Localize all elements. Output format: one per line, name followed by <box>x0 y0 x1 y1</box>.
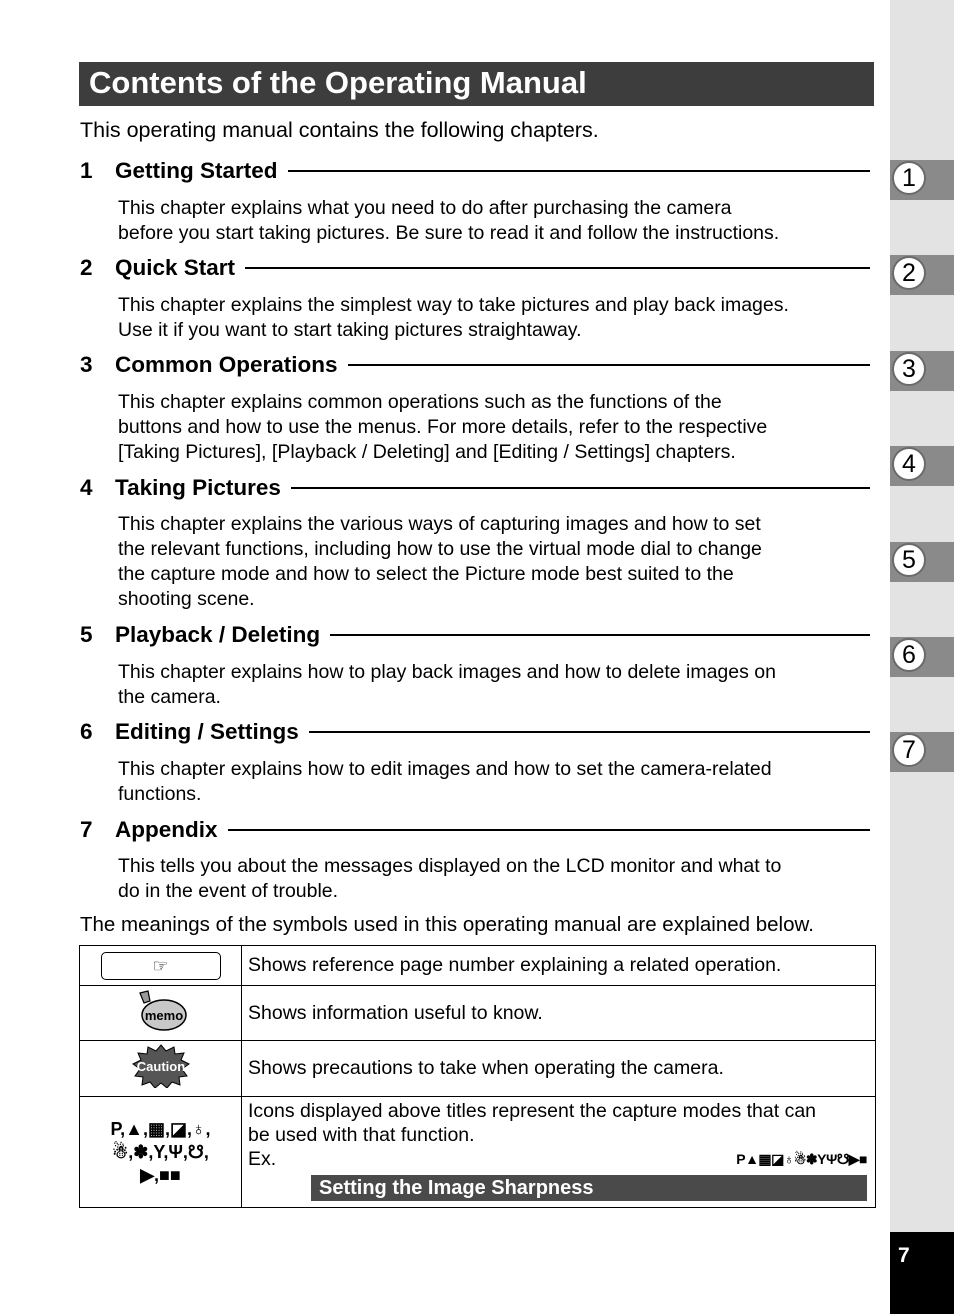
description-line: This chapter explains the simplest way to take pictures and play back images. <box>118 294 789 316</box>
intro-text: This operating manual contains the following chapters. <box>80 118 599 142</box>
symbol-cell <box>80 986 242 1041</box>
leader-line <box>245 267 870 269</box>
chapter-title: Taking Pictures <box>115 475 281 500</box>
chapter-number: 5 <box>80 622 93 647</box>
chapter-tab-1[interactable] <box>890 160 954 200</box>
description-line: the capture mode and how to select the Picture mode best suited to the <box>118 563 734 585</box>
table-row <box>80 946 876 986</box>
chapter-heading-3[interactable] <box>80 352 870 378</box>
memo-icon <box>134 989 188 1033</box>
chapter-number: 3 <box>80 352 93 377</box>
description-line: Use it if you want to start taking pictures straightaway. <box>118 319 582 341</box>
symbols-table <box>79 945 876 1208</box>
description-line: the relevant functions, including how to use the virtual mode dial to change <box>118 538 762 560</box>
chapter-title: Quick Start <box>115 255 236 280</box>
symbol-cell <box>80 1041 242 1097</box>
capture-mode-icons: ☃,✽,Y,Ψ,☋, <box>112 1141 209 1162</box>
chapter-tab-6[interactable] <box>890 637 954 677</box>
chapter-number: 6 <box>80 719 93 744</box>
chapter-heading-5[interactable] <box>80 622 870 648</box>
chapter-number: 1 <box>80 158 93 183</box>
symbol-cell <box>80 946 242 986</box>
example-mode-icons: P▲▦◪♁☃✽YΨ☋▶■ <box>736 1151 867 1167</box>
chapter-description-6 <box>118 757 878 807</box>
example-label: Ex. <box>248 1148 277 1170</box>
description-line: This chapter explains what you need to do after purchasing the camera <box>118 197 732 219</box>
description-line: the camera. <box>118 686 221 708</box>
description-line: [Taking Pictures], [Playback / Deleting] and [Editing / Settings] chapters. <box>118 441 736 463</box>
tab-number: 2 <box>892 256 926 290</box>
tab-number: 5 <box>892 543 926 577</box>
description-line: This chapter explains the various ways of capturing images and how to set <box>118 513 761 535</box>
tab-number: 7 <box>892 733 926 767</box>
description-line: This chapter explains how to edit images and how to set the camera-related <box>118 758 772 780</box>
symbol-description: Shows information useful to know. <box>242 986 876 1041</box>
caution-icon <box>131 1044 191 1088</box>
tab-number: 1 <box>892 161 926 195</box>
page-title-bar <box>79 62 874 106</box>
memo-label: memo <box>144 1007 183 1023</box>
leader-line <box>288 170 870 172</box>
description-line: buttons and how to use the menus. For more details, refer to the respective <box>118 416 768 438</box>
chapter-description-3 <box>118 390 878 465</box>
chapter-heading-4[interactable] <box>80 475 870 501</box>
capture-mode-icons-cell <box>80 1097 242 1208</box>
chapter-heading-1[interactable] <box>80 158 870 184</box>
symbol-description: Shows reference page number explaining a related operation. <box>242 946 876 986</box>
table-row <box>80 986 876 1041</box>
table-row <box>80 1041 876 1097</box>
chapter-description-5 <box>118 660 878 710</box>
chapter-heading-2[interactable] <box>80 255 870 281</box>
table-row <box>80 1097 876 1208</box>
chapter-heading-6[interactable] <box>80 719 870 745</box>
chapter-description-2 <box>118 293 878 343</box>
page-title: Contents of the Operating Manual <box>89 65 587 100</box>
chapter-number: 2 <box>80 255 93 280</box>
chapter-title: Common Operations <box>115 352 338 377</box>
chapter-tab-7[interactable] <box>890 732 954 772</box>
reference-pointer-icon: ☞ <box>101 952 221 980</box>
symbols-intro: The meanings of the symbols used in this operating manual are explained below. <box>80 913 814 936</box>
tab-number: 3 <box>892 352 926 386</box>
description-line: do in the event of trouble. <box>118 880 339 902</box>
chapter-tab-3[interactable] <box>890 351 954 391</box>
chapter-title: Playback / Deleting <box>115 622 321 647</box>
chapter-tab-4[interactable] <box>890 446 954 486</box>
capture-mode-icons: P,▲,▦,◪,♁, <box>110 1118 211 1139</box>
page-number-box <box>890 1232 954 1314</box>
chapter-title: Getting Started <box>115 158 278 183</box>
tab-number: 6 <box>892 638 926 672</box>
page-number: 7 <box>898 1244 910 1267</box>
chapter-number: 4 <box>80 475 93 500</box>
chapter-number: 7 <box>80 817 93 842</box>
chapter-description-7 <box>118 854 878 904</box>
chapter-tab-2[interactable] <box>890 255 954 295</box>
chapter-heading-7[interactable] <box>80 817 870 843</box>
leader-line <box>348 364 870 366</box>
description-line: functions. <box>118 783 202 805</box>
chapter-title: Appendix <box>115 817 218 842</box>
example-heading: Setting the Image Sharpness <box>311 1175 867 1201</box>
leader-line <box>330 634 870 636</box>
chapter-title: Editing / Settings <box>115 719 299 744</box>
chapter-description-1 <box>118 196 878 246</box>
description-line: This chapter explains common operations such as the functions of the <box>118 391 722 413</box>
description-line: be used with that function. <box>248 1124 475 1146</box>
symbol-description: Shows precautions to take when operating the camera. <box>242 1041 876 1097</box>
tab-number: 4 <box>892 447 926 481</box>
description-line: before you start taking pictures. Be sure to read it and follow the instructions. <box>118 222 780 244</box>
example-line <box>248 1147 875 1171</box>
chapter-tab-5[interactable] <box>890 542 954 582</box>
leader-line <box>228 829 870 831</box>
description-line: This chapter explains how to play back images and how to delete images on <box>118 661 776 683</box>
leader-line <box>309 731 870 733</box>
capture-mode-icons: ▶,■■ <box>140 1164 181 1185</box>
chapter-description-4 <box>118 512 878 612</box>
description-line: shooting scene. <box>118 588 255 610</box>
description-line: Icons displayed above titles represent the capture modes that can <box>248 1100 817 1122</box>
symbol-description <box>242 1097 876 1208</box>
caution-label: Caution <box>136 1059 185 1074</box>
description-line: This tells you about the messages displayed on the LCD monitor and what to <box>118 855 782 877</box>
leader-line <box>291 487 870 489</box>
